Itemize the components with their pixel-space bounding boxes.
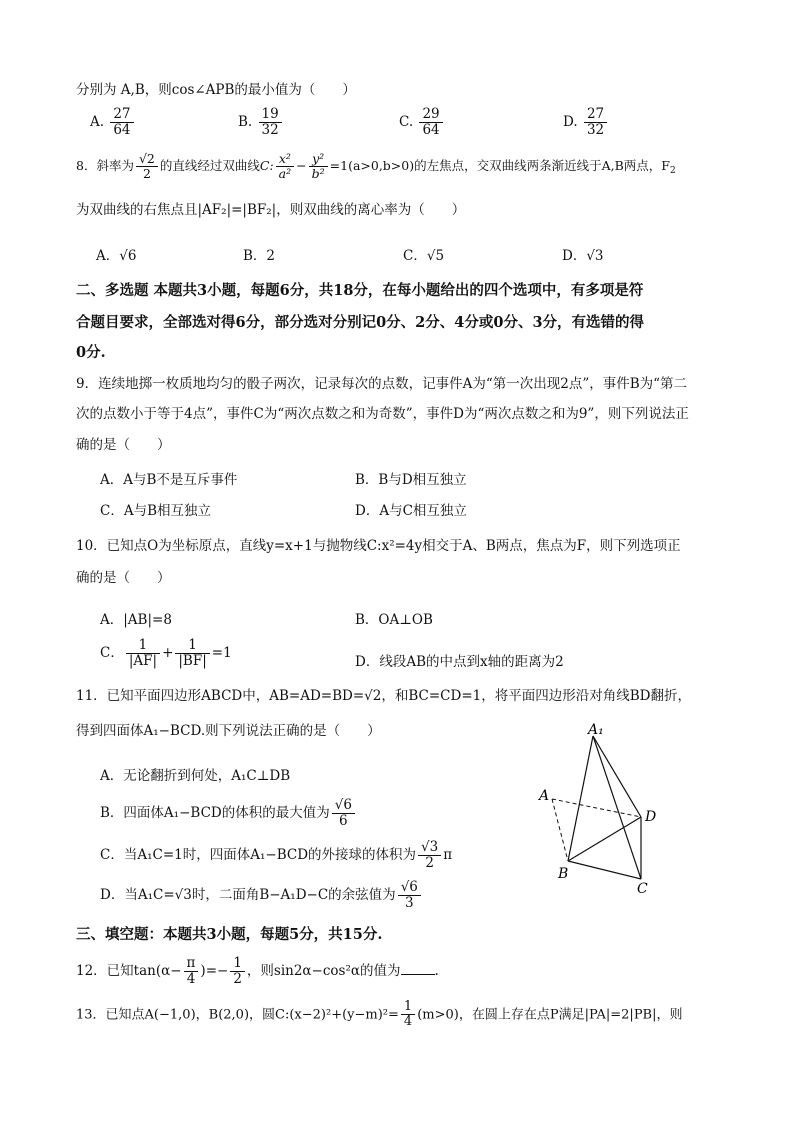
fraction: $\frac{1}{|AF|}$	[126, 638, 160, 669]
section3-heading: 三、填空题：本题共3小题，每题5分，共15分.	[76, 926, 383, 943]
fraction: $\frac{√3}{2}$	[418, 840, 441, 871]
edge-b-d	[568, 817, 641, 861]
q11-line2: 得到四面体A₁−BCD.则下列说法正确的是（ ）	[76, 723, 381, 739]
tetrahedron-figure	[530, 722, 670, 894]
q12-line: 12．已知tan(α− $\frac{\pi}{4}$ )=− $\frac{1}{2}$ ，则sin2α−cos²α的值为 .	[76, 955, 439, 987]
fraction: $\frac{27}{32}$	[584, 107, 607, 138]
fraction: $\frac{1}{2}$	[230, 956, 245, 987]
q10-option-d[interactable]: D．线段AB的中点到x轴的距离为2	[355, 654, 564, 670]
label-a: A	[539, 788, 550, 804]
edge-a-d	[552, 799, 641, 817]
label-d: D	[645, 809, 657, 825]
q9-line2: 次的点数小于等于4点”，事件C为“两次点数之和为奇数”，事件D为“两次点数之和为9”，则下列说法正	[76, 406, 689, 422]
q10-line2: 确的是（ ）	[76, 570, 171, 586]
q9-option-d[interactable]: D．A与C相互独立	[355, 503, 467, 519]
option-label: A.	[90, 113, 105, 130]
edge-a1-b	[568, 736, 593, 861]
q10-option-a[interactable]: A．|AB|=8	[100, 612, 172, 628]
q11-option-b[interactable]: B．四面体A₁−BCD的体积的最大值为 $\frac{√6}{6}$	[100, 798, 357, 829]
q7-option-b[interactable]	[238, 107, 284, 138]
q13-line: 13．已知点A(−1,0)，B(2,0)，圆C:(x−2)²+(y−m)²= $\frac{1}{4}$ (m>0)，在圆上存在点P满足|PA|=2|PB|，则	[76, 999, 683, 1030]
q8-option-c[interactable]: C．√5	[403, 248, 445, 264]
section2-line1: 二、多选题 本题共3小题，每题6分，共18分，在每小题给出的四个选项中，有多项是符	[76, 282, 644, 299]
q7-option-a[interactable]	[90, 107, 136, 138]
fraction: $\frac{√6}{3}$	[398, 880, 421, 911]
label-c: C	[637, 881, 648, 894]
label-a1: A₁	[588, 722, 604, 738]
q10-line1: 10．已知点O为坐标原点，直线y=x+1与抛物线C:x²=4y相交于A、B两点，焦点为F，则下列选项正	[76, 538, 681, 554]
q10-option-b[interactable]: B．OA⊥OB	[355, 612, 433, 628]
q9-option-b[interactable]: B．B与D相互独立	[355, 472, 467, 488]
section2-line2: 合题目要求，全部选对得6分，部分选对分别记0分、2分、4分或0分、3分，有选错的得	[76, 314, 645, 331]
q7-option-d[interactable]	[563, 107, 609, 138]
label-b: B	[558, 866, 569, 882]
q8-option-d[interactable]: D．√3	[562, 248, 604, 264]
edge-a1-d	[593, 736, 641, 817]
answer-blank[interactable]	[401, 974, 435, 975]
q9-option-a[interactable]: A．A与B不是互斥事件	[100, 472, 238, 488]
fraction: $\frac{19}{32}$	[259, 107, 282, 138]
q7-tail: 分别为 A,B，则cos∠APB的最小值为（ ）	[76, 82, 356, 98]
edge-a-b	[552, 799, 568, 861]
q8-option-b[interactable]: B．2	[243, 248, 276, 264]
q11-option-d[interactable]: D．当A₁C=√3时，二面角B−A₁D−C的余弦值为 $\frac{√6}{3}$	[100, 880, 423, 911]
q10-option-c[interactable]: C． $\frac{1}{|AF|}$ + $\frac{1}{|BF|}$ =1	[100, 637, 232, 669]
fraction: $\frac{1}{4}$	[401, 1000, 415, 1030]
q11-line1: 11．已知平面四边形ABCD中，AB=AD=BD=√2，和BC=CD=1，将平面四边形沿对角线BD翻折，	[76, 688, 691, 704]
fraction: $\frac{\pi}{4}$	[184, 956, 199, 987]
fraction: $\frac{29}{64}$	[419, 107, 442, 138]
edge-a1-c	[593, 736, 641, 879]
option-label: C.	[399, 113, 414, 130]
q9-line3: 确的是（ ）	[76, 437, 171, 453]
q11-option-a[interactable]: A．无论翻折到何处，A₁C⊥DB	[100, 768, 291, 784]
fraction: $\frac{1}{|BF|}$	[175, 638, 209, 669]
fraction: $\frac{27}{64}$	[110, 107, 133, 138]
slope-fraction: $\frac{√2}{2}$	[136, 152, 158, 181]
q9-option-c[interactable]: C．A与B相互独立	[100, 503, 211, 519]
section2-line3: 0分.	[76, 344, 106, 361]
q8-option-a[interactable]: A．√6	[96, 248, 137, 264]
edge-b-c	[568, 861, 641, 879]
x-term-fraction: $\frac{\text{x²}}{\text{a²}}$	[276, 152, 294, 181]
q8-line2: 为双曲线的右焦点且|AF₂|=|BF₂|，则双曲线的离心率为（ ）	[76, 202, 466, 218]
option-label: B.	[238, 113, 253, 130]
q8-line1: 8．斜率为 $\frac{√2}{2}$ 的直线经过双曲线C: $\frac{\text{x²}}{\text{a²}}$ − $\frac{\text{y²}}{\text{b²}}$ =1(a>0,b>0)的左焦点，交双曲线两条渐近线于A,B两点，$F_2$	[76, 151, 676, 181]
option-label: D.	[563, 113, 578, 130]
q7-option-c[interactable]	[399, 107, 445, 138]
fraction: $\frac{√6}{6}$	[332, 798, 355, 829]
q11-option-c[interactable]: C．当A₁C=1时，四面体A₁−BCD的外接球的体积为 $\frac{√3}{2}$ π	[100, 839, 453, 871]
q9-line1: 9．连续地掷一枚质地均匀的骰子两次，记录每次的点数，记事件A为“第一次出现2点”，事件B为“第二	[76, 376, 688, 392]
y-term-fraction: $\frac{\text{y²}}{\text{b²}}$	[309, 152, 328, 181]
